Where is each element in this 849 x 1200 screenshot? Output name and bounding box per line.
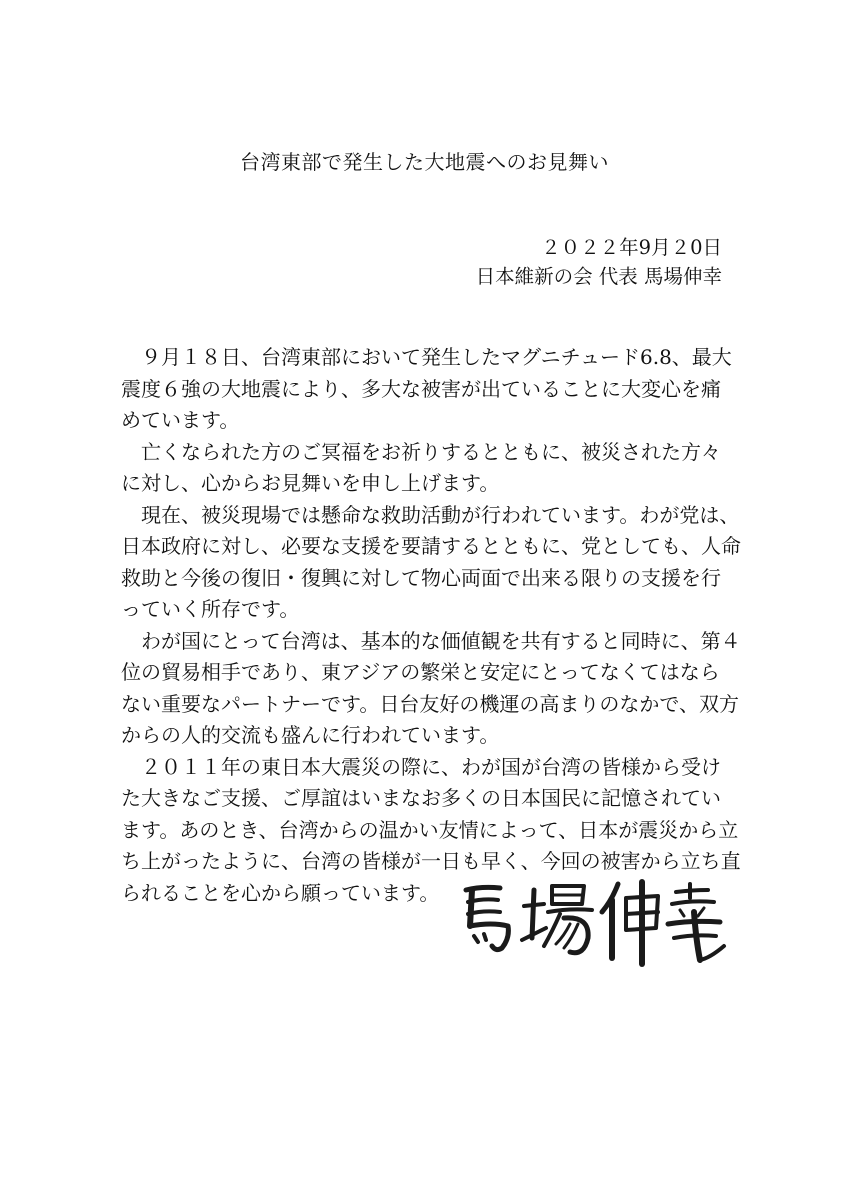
body-line: に対し、心からお見舞いを申し上げます。 [121,471,500,495]
body-line: 現在、被災現場では懸命な救助活動が行われています。わが党は、 [121,502,740,527]
body-line: 震度６強の大地震により、多大な被害が出ていることに大変心を痛 [121,376,721,401]
body-line: ９月１８日、台湾東部において発生したマグニチュード6.8、最大 [121,345,732,369]
body-line: 亡くなられた方のご冥福をお祈りするとともに、被災された方々 [121,439,721,464]
letter-date: ２０２２年9月２0日 [541,236,722,259]
body-line: 日本政府に対し、必要な支援を要請するとともに、党としても、人命 [121,534,741,558]
body-line: ち上がったように、台湾の皆様が一日も早く、今回の被害から立ち直 [121,849,741,873]
body-line: られることを心から願っています。 [121,880,440,905]
body-line: わが国にとって台湾は、基本的な価値観を共有すると同時に、第４ [121,628,741,653]
letter-author: 日本維新の会 代表 馬場伸幸 [475,265,722,288]
body-line: 位の貿易相手であり、東アジアの繁栄と安定にとってなくてはなら [121,660,720,684]
body-line: た大きなご支援、ご厚誼はいまなお多くの日本国民に記憶されてい [121,786,721,810]
body-line: めています。 [121,408,240,432]
letter-body [121,342,741,909]
body-line: ２０１１年の東日本大震災の際に、わが国が台湾の皆様から受け [121,754,721,779]
body-line: からの人的交流も盛んに行われています。 [121,723,500,747]
signature-image [452,876,737,968]
body-line: っていく所存です。 [121,597,300,621]
body-line: ない重要なパートナーです。日台友好の機運の高まりのなかで、双方 [121,691,739,716]
body-line: ます。あのとき、台湾からの温かい友情によって、日本が震災から立 [121,817,739,842]
letter-title: 台湾東部で発生した大地震へのお見舞い [240,150,609,174]
body-line: 救助と今後の復旧・復興に対して物心両面で出来る限りの支援を行 [121,565,721,590]
handwritten-signature [452,876,737,968]
